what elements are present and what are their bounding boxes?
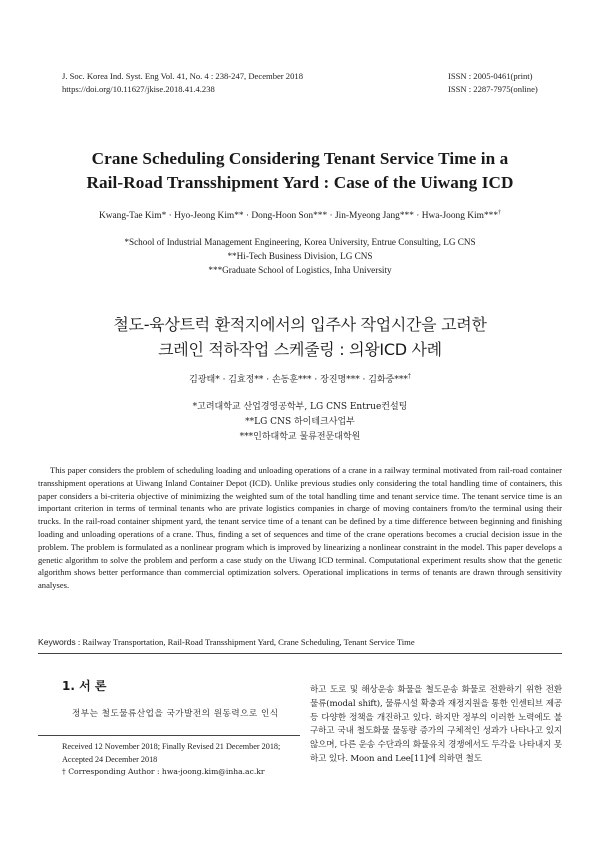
- section-heading: 1. 서 론: [62, 679, 107, 693]
- journal-citation: J. Soc. Korea Ind. Syst. Eng Vol. 41, No. 4 : 238-247, December 2018: [62, 71, 303, 81]
- authors-ko-text: 김광태* · 김효정** · 손동훈*** · 장진명*** · 김화중***: [189, 375, 408, 385]
- issn-print: ISSN : 2005-0461(print): [448, 71, 533, 81]
- affiliations-ko: [40, 400, 560, 445]
- issn-block: [448, 70, 538, 95]
- paper-title-en: [40, 147, 560, 195]
- doi-link[interactable]: https://doi.org/10.11627/jkise.2018.41.4.238: [62, 83, 215, 94]
- issn-online: ISSN : 2287-7975(online): [448, 83, 538, 94]
- keywords-label: Keywords: [38, 637, 76, 647]
- paper-title-ko: [40, 312, 560, 362]
- keywords-text: : Railway Transportation, Rail-Road Transshipment Yard, Crane Scheduling, Tenant Service Time: [77, 637, 415, 647]
- authors-en-text: Kwang-Tae Kim* · Hyo-Jeong Kim** · Dong-Hoon Son*** · Jin-Myeong Jang*** · Hwa-Joong Kim***: [98, 211, 499, 222]
- affiliation-ko-1: *고려대학교 산업경영공학부, LG CNS Entrue컨설팅: [192, 402, 408, 412]
- title-en-line-1: Crane Scheduling Considering Tenant Service Time in a: [91, 149, 509, 168]
- corresponding-mark-ko: †: [407, 373, 411, 380]
- corresponding-author: † Corresponding Author : hwa-joong.kim@inha.ac.kr: [62, 767, 265, 776]
- affiliation-en-1: *School of Industrial Management Engineering, Korea University, Entrue Consulting, LG CNS: [124, 237, 476, 247]
- title-ko-line-1: 철도-육상트럭 환적지에서의 입주사 작업시간을 고려한: [113, 315, 487, 334]
- title-en-line-2: Rail-Road Transshipment Yard : Case of the Uiwang ICD: [86, 173, 514, 192]
- keywords: [38, 637, 562, 647]
- body-text-right: 하고 도로 및 해상운송 화물을 철도운송 화물로 전환하기 위한 전환 물류(modal shift), 물류시설 확충과 재정지원을 통한 인센티브 제공 등 다양한 정책을 개진하고 있다. 하지만 정부의 이러한 노력에도 불구하고 국내 철도화물 물동량 증가의 구체적인 성과가 나타나고 있지 않으며, 다른 운송 수단과의 화물유치 경쟁에서도 두각을 나타내지 못하고 있다. Moon and Lee[11]에 의하면 철도: [310, 685, 562, 764]
- journal-header: [62, 70, 303, 95]
- abstract: This paper considers the problem of scheduling loading and unloading operations of a crane in a railway terminal motivated from rail-road container transshipment operations at Uiwang Inland Container Depot (ICD). Unlike previous studies only considering the total handling time of containers, this paper considers a bi-criteria objective of minimizing the weighted sum of the total handling time and tenant service time. The tenant service time is an important criterion in terms of terminal tenants who are private logistics companies in charge of moving containers from/to the terminal using their trucks. In the rail-road container shipment yard, the tenant service time of a tenant can be defined by a time difference between beginning and finishing loading and unloading operations of a crane. Thus, finding a set of sequences and time of the crane operations becomes a crucial decision issue in the problem. The problem is formulated as a nonlinear program which is improved by linearizing a nonlinear constraint in the model. This paper develops a genetic algorithm to solve the problem and perform a case study on the Uiwang ICD terminal. Computational experiment results show that the genetic algorithm shows better performance than commercial optimization solvers. Operational implications in terms of tenants are drawn through sensitivity analyses.: [38, 465, 562, 591]
- affiliations-en: [40, 235, 560, 277]
- footnote-divider: [38, 735, 300, 736]
- authors-en: [40, 210, 560, 221]
- authors-ko: [40, 372, 560, 385]
- title-ko-line-2: 크레인 적하작업 스케줄링 : 의왕ICD 사례: [158, 340, 442, 359]
- corresponding-mark: †: [498, 210, 502, 216]
- received-dates: Received 12 November 2018; Finally Revised 21 December 2018; Accepted 24 December 2018: [62, 742, 281, 764]
- affiliation-ko-2: **LG CNS 하이테크사업부: [245, 417, 355, 427]
- affiliation-ko-3: ***인하대학교 물류전문대학원: [239, 432, 361, 442]
- body-text-left: 정부는 철도물류산업을 국가발전의 원동력으로 인식: [72, 709, 279, 719]
- affiliation-en-2: **Hi-Tech Business Division, LG CNS: [227, 251, 373, 261]
- affiliation-en-3: ***Graduate School of Logistics, Inha University: [208, 265, 392, 275]
- section-divider: [38, 653, 562, 654]
